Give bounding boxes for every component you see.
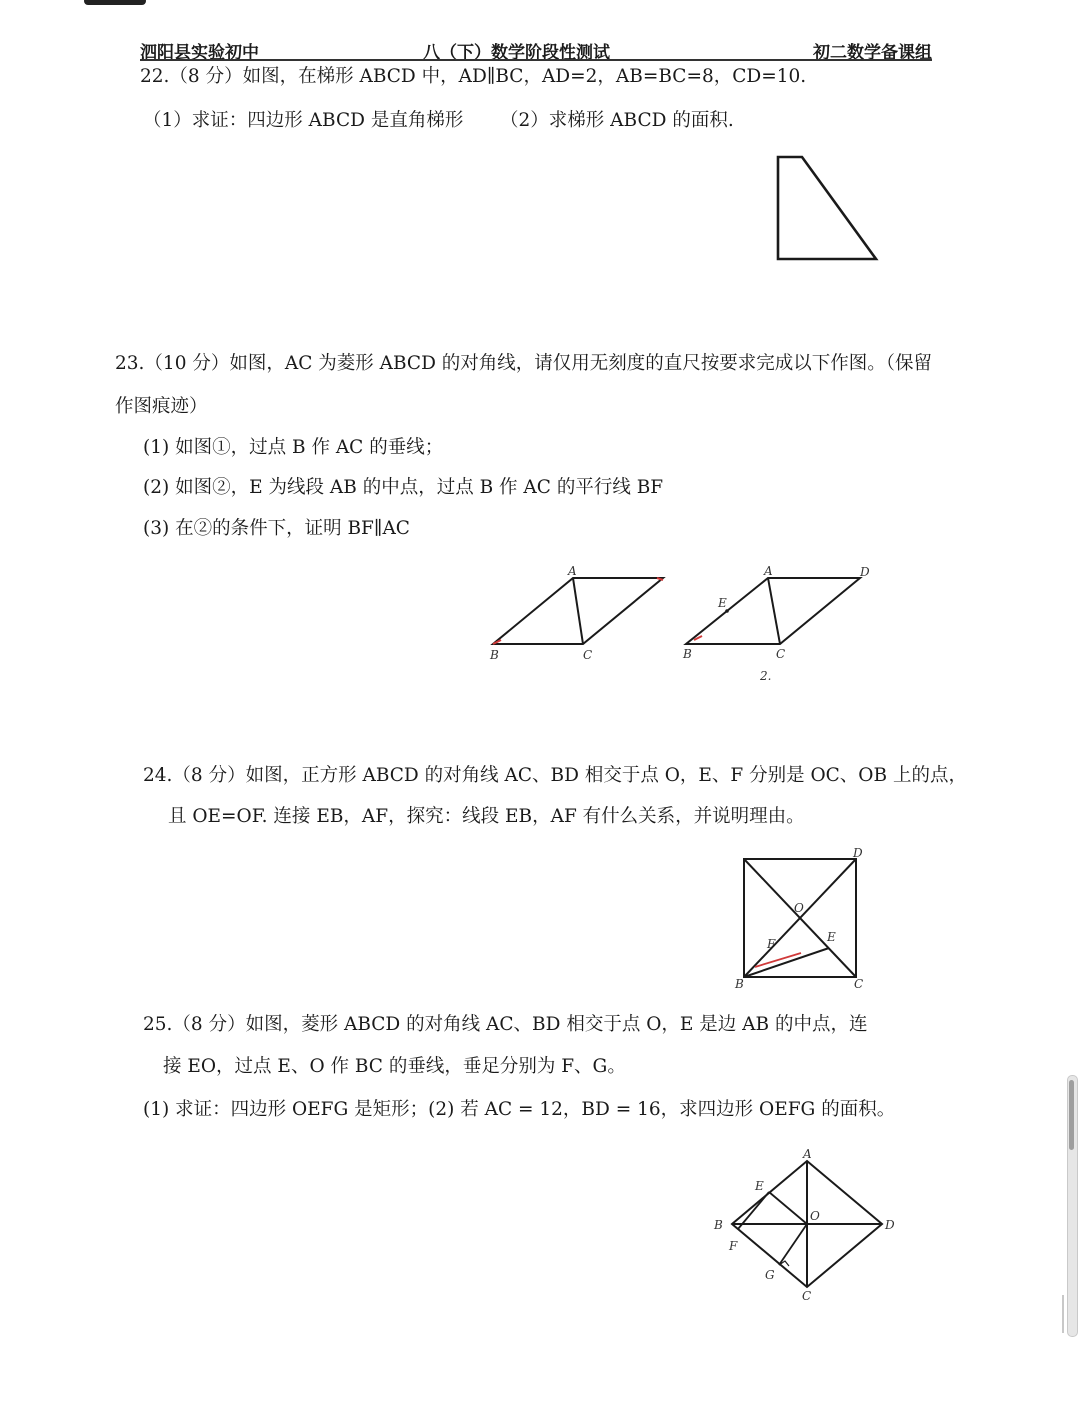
- q25-label-c: C: [802, 1289, 812, 1303]
- q24-label-d: D: [853, 846, 863, 860]
- q23-fig1-label-a: A: [568, 564, 577, 578]
- q22-figure: [770, 150, 885, 265]
- q22-stem: 22.（8 分）如图，在梯形 ABCD 中，AD∥BC，AD=2，AB=BC=8，CD=10.: [140, 66, 807, 87]
- q24-label-o: O: [794, 901, 804, 915]
- q25-segment-eo: [769, 1192, 807, 1224]
- scrollbar-thumb[interactable]: [1069, 1080, 1074, 1150]
- q24-label-c: C: [854, 977, 864, 991]
- q23-part1: (1) 如图①，过点 B 作 AC 的垂线；: [143, 437, 444, 458]
- q24-stem: 24.（8 分）如图，正方形 ABCD 的对角线 AC、BD 相交于点 O，E、F 分别是 OC、OB 上的点，: [143, 765, 967, 786]
- q25-label-d: D: [885, 1218, 895, 1232]
- q24-stem-cont: 且 OE=OF. 连接 EB，AF，探究：线段 EB，AF 有什么关系，并说明理由。: [168, 806, 805, 827]
- q25-question: (1) 求证：四边形 OEFG 是矩形；(2) 若 AC = 12，BD = 16，求四边形 OEFG 的面积。: [143, 1099, 896, 1120]
- q24-figure: [733, 845, 873, 993]
- q23-stem: 23.（10 分）如图，AC 为菱形 ABCD 的对角线，请仅用无刻度的直尺按要求完成以下作图。（保留: [115, 353, 933, 374]
- q22-part1: （1）求证：四边形 ABCD 是直角梯形: [143, 110, 464, 131]
- q23-stem-cont: 作图痕迹）: [115, 396, 208, 417]
- q25-label-g: G: [765, 1268, 775, 1282]
- q23-fig1-label-b: B: [490, 648, 499, 662]
- q23-figure-2: [680, 562, 880, 687]
- q23-fig2-label-d: D: [860, 565, 870, 579]
- q22-part2: （2）求梯形 ABCD 的面积.: [500, 110, 734, 131]
- page-header: [140, 36, 932, 62]
- q24-label-f: F: [767, 937, 776, 951]
- q23-part3: (3) 在②的条件下，证明 BF∥AC: [143, 518, 410, 539]
- q23-fig2-label-a: A: [764, 564, 773, 578]
- q25-stem: 25.（8 分）如图，菱形 ABCD 的对角线 AC、BD 相交于点 O，E 是边 AB 的中点，连: [143, 1014, 868, 1035]
- q23-fig2-label-b: B: [683, 647, 692, 661]
- q25-label-o: O: [810, 1209, 820, 1223]
- q25-label-e: E: [755, 1179, 764, 1193]
- q25-perpendicular-og: [779, 1224, 807, 1265]
- q25-stem-cont: 接 EO，过点 E、O 作 BC 的垂线，垂足分别为 F、G。: [163, 1056, 626, 1077]
- q25-label-a: A: [803, 1147, 812, 1161]
- q25-figure: [710, 1145, 905, 1303]
- q22-trapezoid: [778, 157, 876, 259]
- q25-label-b: B: [714, 1218, 723, 1232]
- q23-fig2-caption: 2.: [760, 669, 772, 683]
- header-rule: [140, 59, 932, 61]
- q23-fig2-label-c: C: [776, 647, 786, 661]
- q23-fig1-label-c: C: [583, 648, 593, 662]
- q23-fig2-diagonal-ac: [768, 578, 780, 644]
- scan-streak: [1062, 1295, 1064, 1333]
- header-group: 初二数学备课组: [813, 43, 932, 63]
- q23-figure-1: [485, 562, 675, 662]
- q23-fig2-label-e: E: [718, 596, 727, 610]
- q24-label-b: B: [735, 977, 744, 991]
- header-title: 八（下）数学阶段性测试: [423, 43, 610, 63]
- q24-label-e: E: [827, 930, 836, 944]
- q23-fig1-diagonal-ac: [573, 578, 583, 644]
- header-school: 泗阳县实验初中: [140, 43, 259, 63]
- q25-label-f: F: [729, 1239, 738, 1253]
- q23-part2: (2) 如图②，E 为线段 AB 的中点，过点 B 作 AC 的平行线 BF: [143, 477, 664, 498]
- scan-corner-mark: [84, 0, 146, 5]
